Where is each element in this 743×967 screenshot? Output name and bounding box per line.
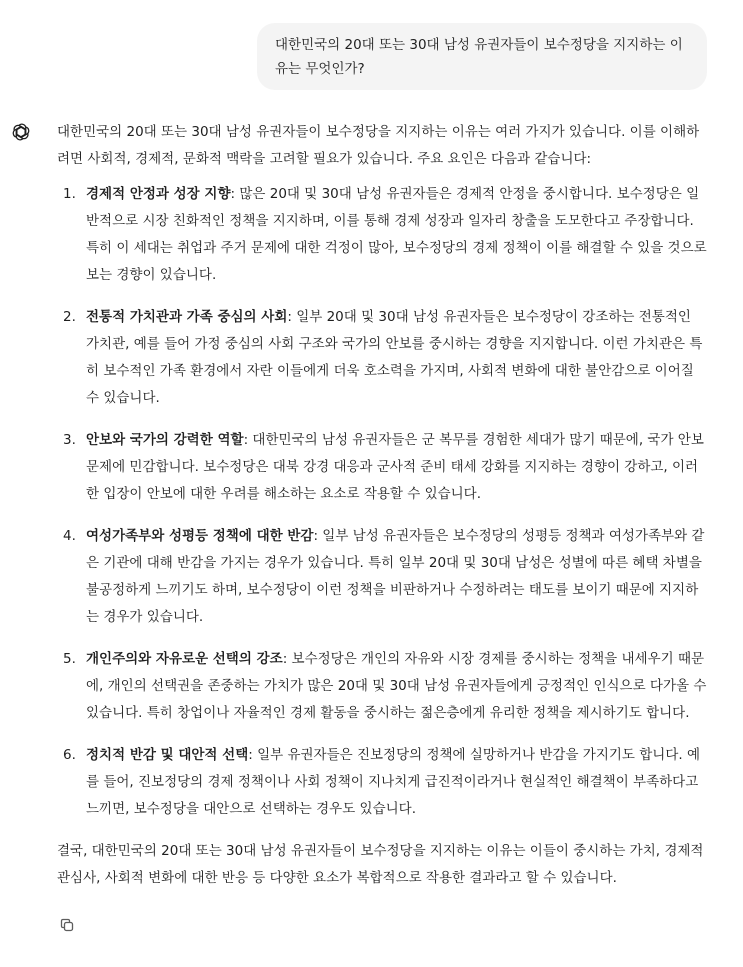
list-item — [57, 181, 707, 289]
list-item-text: : 많은 20대 및 30대 남성 유권자들은 경제적 안정을 중시합니다. 보수정당은 일반적으로 시장 친화적인 정책을 지지하며, 이를 통해 경제 성장과 일자리 창출을 도모한다고 주장합니다. 특히 이 세대는 취업과 주거 문제에 대한 걱정이 많아, 보수정당의 경제 정책이 이를 해결할 수 있을 것으로 보는 경향이 있습니다. — [86, 186, 707, 283]
list-item — [57, 304, 707, 412]
list-item-number: 4. — [63, 528, 76, 544]
list-item-number: 2. — [63, 309, 76, 325]
list-item-text: : 일부 유권자들은 진보정당의 정책에 실망하거나 반감을 가지기도 합니다. 예를 들어, 진보정당의 경제 정책이나 사회 정책이 지나치게 급진적이라거나 현실적인 해결책이 부족하다고 느끼면, 보수정당을 대안으로 선택하는 경우도 있습니다. — [86, 747, 700, 817]
list-item-number: 5. — [63, 651, 76, 667]
assistant-conclusion: 결국, 대한민국의 20대 또는 30대 남성 유권자들이 보수정당을 지지하는 이유는 이들이 중시하는 가치, 경제적 관심사, 사회적 변화에 대한 반응 등 다양한 요소가 복합적으로 작용한 결과라고 할 수 있습니다. — [57, 843, 704, 886]
list-item-number: 6. — [63, 747, 76, 763]
list-item-number: 3. — [63, 432, 76, 448]
list-item-text: : 대한민국의 남성 유권자들은 군 복무를 경험한 세대가 많기 때문에, 국가 안보 문제에 민감합니다. 보수정당은 대북 강경 대응과 군사적 준비 태세 강화를 지지하는 경향이 강하고, 이러한 입장이 안보에 대한 우려를 해소하는 요소로 작용할 수 있습니다. — [86, 432, 704, 502]
list-item — [57, 523, 707, 631]
list-item-title: 정치적 반감 및 대안적 선택 — [86, 747, 249, 763]
list-item-title: 여성가족부와 성평등 정책에 대한 반감 — [86, 528, 314, 544]
list-item — [57, 742, 707, 823]
copy-button[interactable] — [57, 915, 77, 935]
list-item-title: 안보와 국가의 강력한 역할 — [86, 432, 244, 448]
list-item-title: 개인주의와 자유로운 선택의 강조 — [86, 651, 283, 667]
reason-list — [57, 181, 707, 823]
assistant-message — [57, 119, 707, 892]
list-item-title: 경제적 안정과 성장 지향 — [86, 186, 231, 202]
list-item — [57, 646, 707, 727]
assistant-intro: 대한민국의 20대 또는 30대 남성 유권자들이 보수정당을 지지하는 이유는 여러 가지가 있습니다. 이를 이해하려면 사회적, 경제적, 문화적 맥락을 고려할 필요가 있습니다. 주요 요인은 다음과 같습니다: — [57, 124, 700, 167]
list-item-text: : 보수정당은 개인의 자유와 시장 경제를 중시하는 정책을 내세우기 때문에, 개인의 선택권을 존중하는 가치가 많은 20대 및 30대 남성 유권자들에게 긍정적인 인식으로 다가올 수 있습니다. 특히 창업이나 자율적인 경제 활동을 중시하는 젊은층에게 유리한 정책을 제시하기도 합니다. — [86, 651, 707, 721]
message-action-bar — [57, 915, 77, 935]
copy-icon — [59, 917, 75, 933]
user-message-bubble: 대한민국의 20대 또는 30대 남성 유권자들이 보수정당을 지지하는 이유는 무엇인가? — [257, 23, 707, 90]
openai-logo-icon — [10, 121, 32, 143]
list-item-number: 1. — [63, 186, 76, 202]
list-item-text: : 일부 20대 및 30대 남성 유권자들은 보수정당이 강조하는 전통적인 가치관, 예를 들어 가정 중심의 사회 구조와 국가의 안보를 중시하는 경향을 지지합니다. 이런 가치관은 특히 보수적인 가족 환경에서 자란 이들에게 더욱 호소력을 가지며, 사회적 변화에 대한 불안감으로 이어질 수 있습니다. — [86, 309, 703, 406]
list-item-text: : 일부 남성 유권자들은 보수정당의 성평등 정책과 여성가족부와 같은 기관에 대해 반감을 가지는 경우가 있습니다. 특히 일부 20대 및 30대 남성은 성별에 따른 혜택 차별을 불공정하게 느끼기도 하며, 보수정당이 이런 정책을 비판하거나 수정하려는 태도를 보이기 때문에 지지하는 경우가 있습니다. — [86, 528, 705, 625]
list-item-title: 전통적 가치관과 가족 중심의 사회 — [86, 309, 288, 325]
user-message-row — [0, 23, 743, 90]
list-item — [57, 427, 707, 508]
